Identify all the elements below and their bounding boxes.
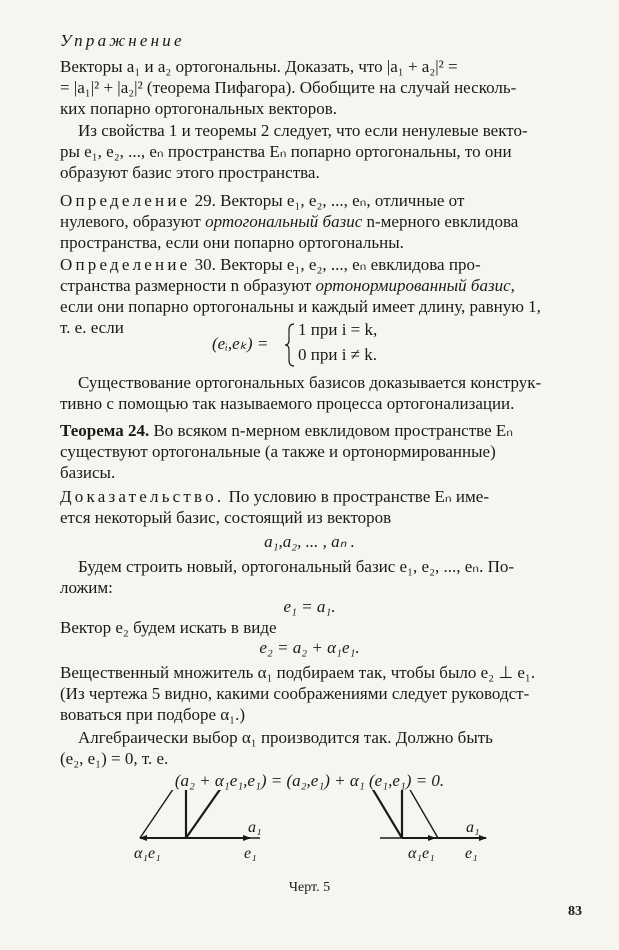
text-line: Из свойства 1 и теоремы 2 следует, что если ненулевые векто-: [78, 121, 528, 140]
term-orthogonal-basis: ортогональный базис: [205, 212, 363, 231]
definition-text: нулевого, образуют: [60, 212, 206, 231]
definition-text: странства размерности n образуют: [60, 276, 316, 295]
a2-arrow: [186, 790, 228, 838]
definition-30-line-3: если они попарно ортогональны и каждый имеет длину, равную 1,: [60, 297, 541, 316]
proof-label: Доказательство.: [60, 487, 225, 506]
theorem-line-3: базисы.: [60, 463, 116, 482]
theorem-text: Во всяком n-мерном евклидовом пространстве Eₙ: [149, 421, 514, 440]
right-vector-diagram: [346, 790, 486, 862]
proof-text: По условию в пространстве Eₙ име-: [224, 487, 489, 506]
definition-text: n-мерного евклидова: [362, 212, 519, 231]
definition-29-line-1: [60, 190, 582, 211]
term-orthonormal-basis: ортонормированный базис,: [315, 276, 515, 295]
exercise-heading: Упражнение: [60, 31, 185, 50]
formula-basis-vectors: a₁,a₂, ... , aₙ .: [264, 532, 355, 551]
label-alpha1e1: α₁e₁: [408, 845, 435, 862]
definition-label: Определение: [60, 255, 191, 274]
label-e1: e₁: [465, 845, 478, 862]
label-a1: a₁: [248, 819, 262, 836]
page-number: 83: [568, 904, 582, 919]
text-line: ры e₁, e₂, ..., eₙ пространства Eₙ попарно ортогональны, то они: [60, 142, 512, 161]
definition-label: Определение: [60, 191, 191, 210]
definition-30-line-1: [60, 254, 582, 275]
theorem-line-1: [60, 420, 582, 441]
proof-line-4: ложим:: [60, 578, 113, 597]
text-line: тивно с помощью так называемого процесса ортогонализации.: [60, 394, 515, 413]
text-line: ких попарно ортогональных векторов.: [60, 99, 338, 118]
definition-29-line-3: пространства, если они попарно ортогональны.: [60, 233, 404, 252]
left-vector-diagram: [134, 790, 262, 862]
proof-line-3: Будем строить новый, ортогональный базис e₁, e₂, ..., eₙ. По-: [78, 557, 515, 576]
proof-line-6: Вещественный множитель α₁ подбираем так, чтобы было e₂ ⊥ e₁.: [60, 663, 536, 682]
proof-line-10: (e₂, e₁) = 0, т. е.: [60, 749, 169, 768]
label-alpha1e1: α₁e₁: [134, 845, 161, 862]
proof-line-8: воваться при подборе α₁.): [60, 705, 246, 724]
proof-line-5: Вектор e₂ будем искать в виде: [60, 618, 277, 637]
proof-line-7: (Из чертежа 5 видно, какими соображениями следует руководст-: [60, 684, 530, 703]
text-line: образуют базис этого пространства.: [60, 163, 320, 182]
formula-e2: e₂ = a₂ + α₁e₁.: [259, 638, 360, 657]
label-e1: e₁: [244, 845, 257, 862]
left-brace-icon: [284, 322, 296, 368]
definition-30-line-2: [60, 275, 582, 296]
text-line: Векторы a₁ и a₂ ортогональны. Доказать, что |a₁ + a₂|² =: [60, 57, 458, 76]
proof-line-1: [60, 486, 582, 507]
formula-lhs: (eᵢ,eₖ) =: [212, 334, 269, 353]
theorem-line-2: существуют ортогональные (а также и ортонормированные): [60, 442, 496, 461]
text-line: = |a₁|² + |a₂|² (теорема Пифагора). Обобщите на случай несколь-: [60, 78, 517, 97]
theorem-label: Теорема 24.: [60, 421, 150, 440]
piecewise-formula: [212, 322, 432, 368]
definition-29-line-2: [60, 211, 582, 232]
proof-line-2: ется некоторый базис, состоящий из векторов: [60, 508, 392, 527]
parallelogram-side: [140, 790, 182, 838]
a2-arrow: [366, 790, 402, 838]
formula-case-1: 1 при i = k,: [298, 320, 378, 339]
figure-5-diagram: [120, 790, 520, 880]
label-a1: a₁: [466, 819, 480, 836]
definition-text: 29. Векторы e₁, e₂, ..., eₙ, отличные от: [194, 191, 465, 210]
formula-inner-product: (a₂ + α₁e₁,e₁) = (a₂,e₁) + α₁ (e₁,e₁) = 0.: [174, 771, 445, 790]
figure-caption: Черт. 5: [288, 880, 331, 895]
formula-e1: e₁ = a₁.: [283, 597, 336, 616]
parallelogram-side: [402, 790, 438, 838]
text-line: Существование ортогональных базисов доказывается конструк-: [78, 373, 542, 392]
formula-case-2: 0 при i ≠ k.: [298, 345, 377, 364]
definition-30-line-4: т. е. если: [60, 318, 124, 337]
definition-text: 30. Векторы e₁, e₂, ..., eₙ евклидова про-: [194, 255, 481, 274]
proof-line-9: Алгебраически выбор α₁ производится так. Должно быть: [78, 728, 493, 747]
